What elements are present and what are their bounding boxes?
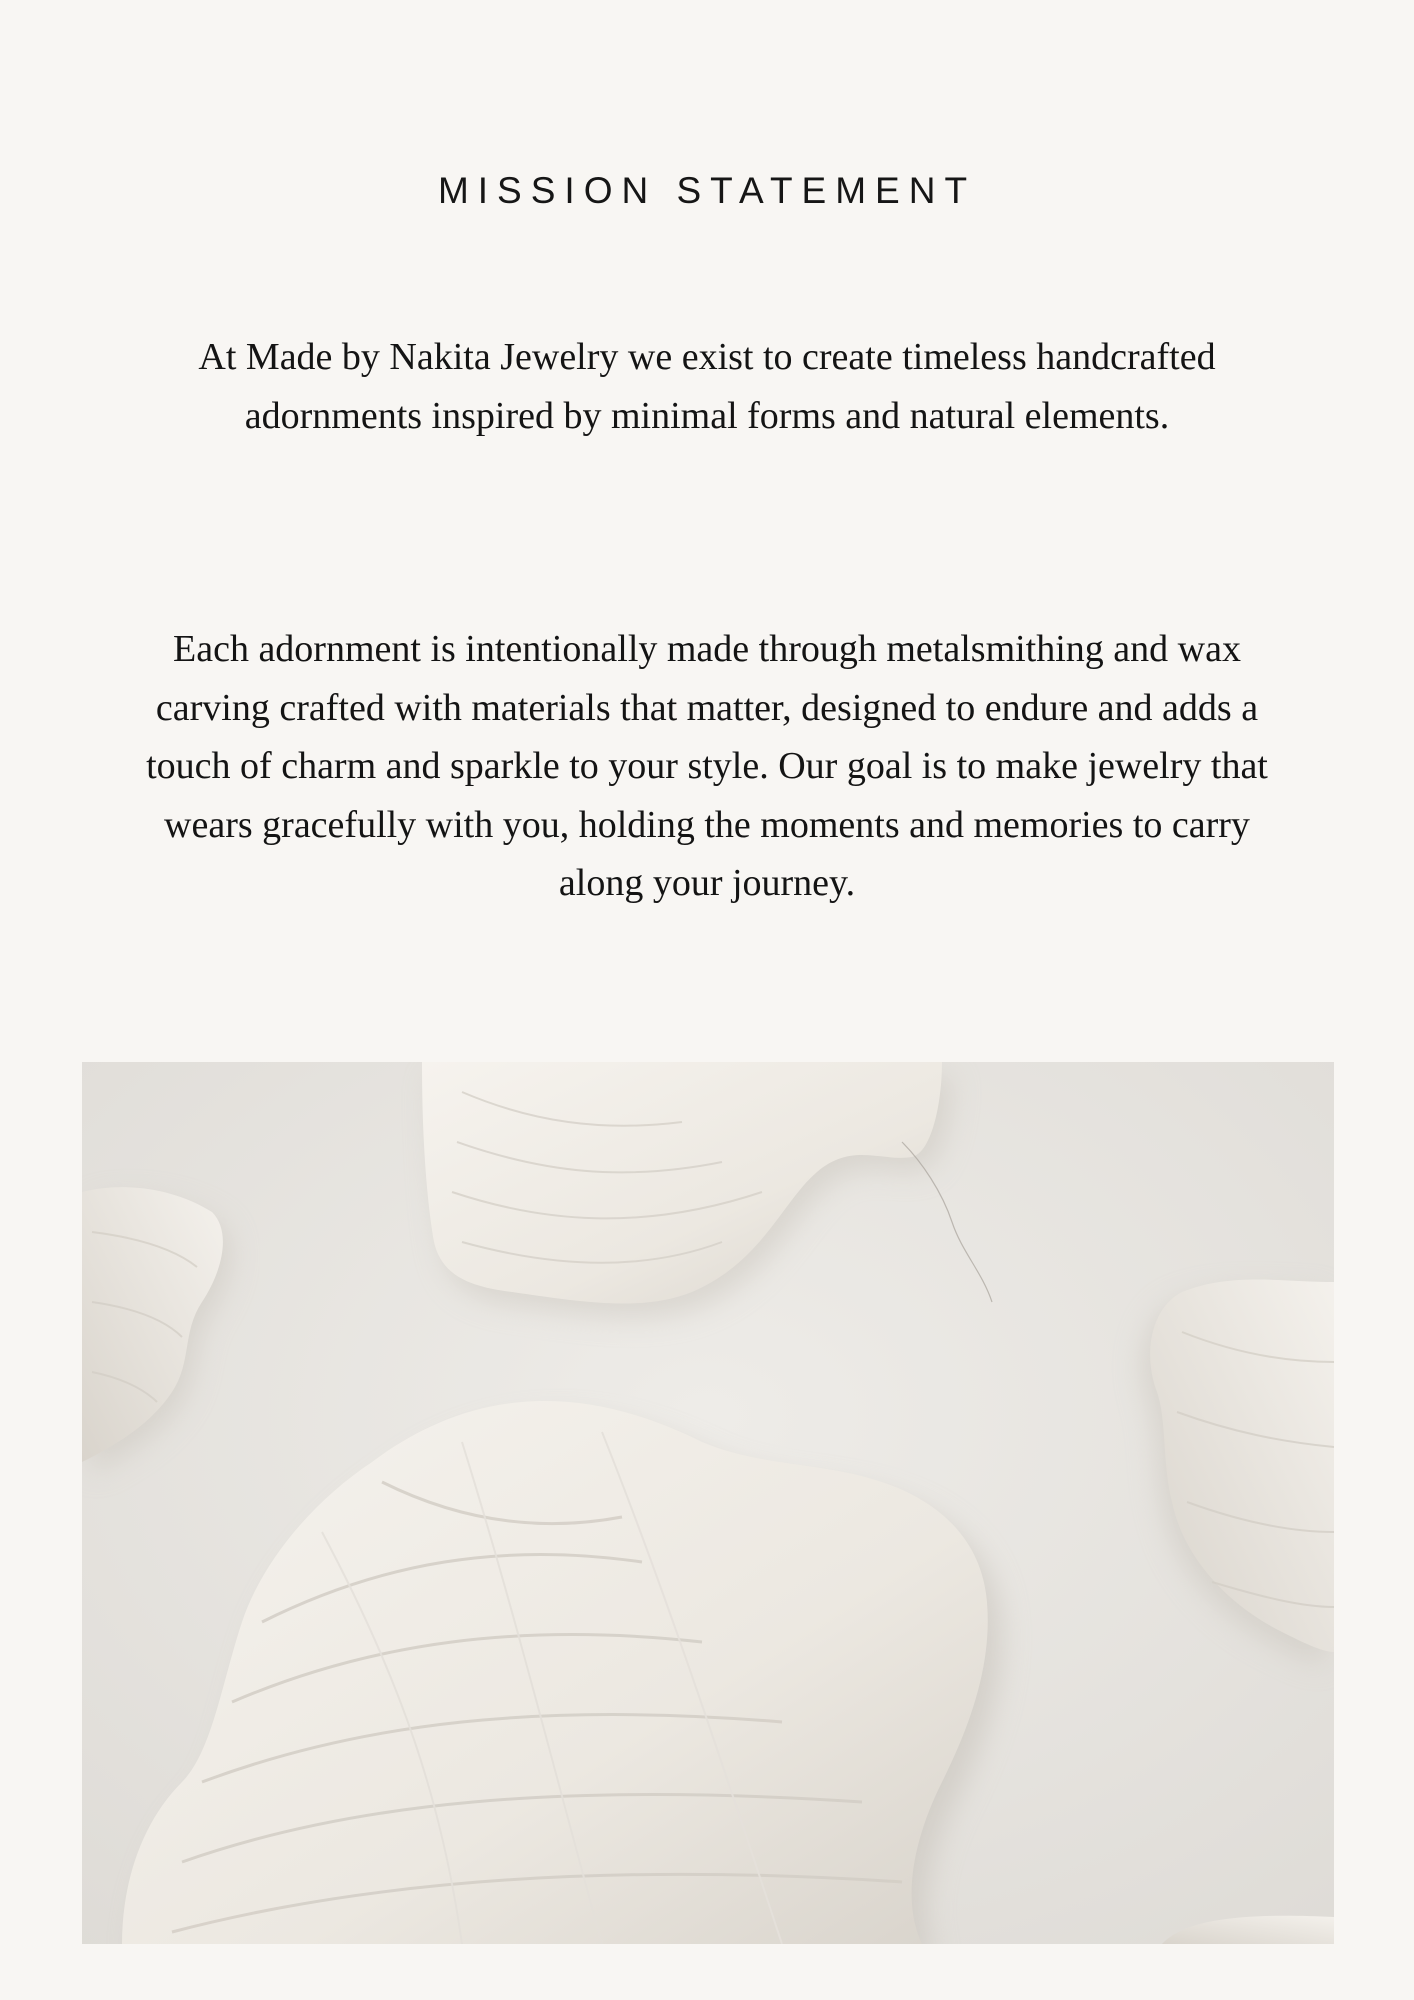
shell-photo (82, 1062, 1334, 1944)
page-title: MISSION STATEMENT (437, 170, 977, 211)
shell-photo-illustration (82, 1062, 1334, 1944)
mission-paragraph-body: Each adornment is intentionally made through metalsmithing and wax carving crafted with materials that matter, designed to endure and adds a touch of charm and sparkle to your style. Our goal is to make jewelry that wears gracefully with you, holding the moments and memories to carry along your journey. (146, 628, 1268, 904)
mission-paragraph-intro: At Made by Nakita Jewelry we exist to create timeless handcrafted adornments inspired by minimal forms and natural elements. (198, 336, 1216, 437)
